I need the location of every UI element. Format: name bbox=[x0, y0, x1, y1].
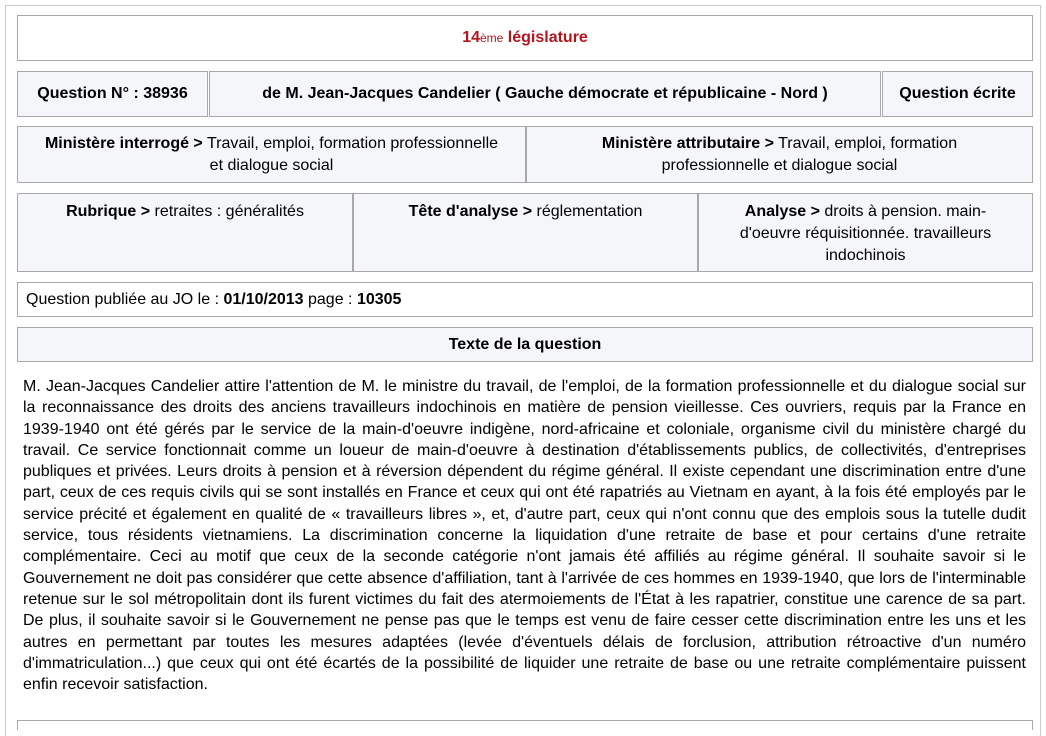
ministere-interroge-cell bbox=[17, 126, 526, 183]
legislature-number: 14 bbox=[462, 29, 480, 46]
tete-analyse-label: Tête d'analyse > bbox=[408, 203, 533, 220]
question-author: de M. Jean-Jacques Candelier ( Gauche démocrate et républicaine - Nord ) bbox=[262, 85, 828, 102]
legislature-header bbox=[17, 15, 1033, 61]
next-section-border bbox=[17, 720, 1033, 730]
publication-date: 01/10/2013 bbox=[223, 291, 304, 308]
ministere-interroge-value: Travail, emploi, formation professionnelle et dialogue social bbox=[206, 135, 499, 174]
analyse-value: droits à pension. main-d'oeuvre réquisitionnée. travailleurs indochinois bbox=[739, 203, 992, 264]
legislature-word: législature bbox=[507, 29, 588, 46]
publication-page-label: page : bbox=[308, 291, 353, 308]
question-number-cell bbox=[17, 71, 208, 117]
question-author-cell bbox=[209, 71, 881, 117]
rubrique-label: Rubrique > bbox=[66, 203, 151, 220]
publication-prefix: Question publiée au JO le : bbox=[26, 291, 220, 308]
publication-cell bbox=[17, 282, 1033, 317]
rubrique-value: retraites : généralités bbox=[154, 203, 304, 220]
question-body-text: M. Jean-Jacques Candelier attire l'attention de M. le ministre du travail, de l'emploi, de la formation professionnelle et du dialogue social sur la reconnaissance des droits des anciens travailleurs indochinois en matière de pension vieillesse. Ces ouvriers, requis par la France en 1939-1940 ont été gérés par le service de la main-d'oeuvre indigène, nord-africaine et coloniale, organisme civil du ministère chargé du travail. Ce service fonctionnait comme un loueur de main-d'oeuvre à destination d'établissements publics, de collectivités, d'entreprises publiques et privées. Leurs droits à pension et à réversion dépendent du régime général. Il existe cependant une discrimination entre d'une part, ceux de ces requis civils qui se sont installés en France et ceux qui ont été rapatriés au Vietnam en ayant, à la fois été employés par le service précité et également en qualité de « travailleurs libres », et, d'autre part, ceux qui n'ont connu que des emplois sous la tutelle dudit service, tous résidents vietnamiens. La discrimination concerne la liquidation d'une retraite de base et pour certains d'une retraite complémentaire. Ceci au motif que ceux de la seconde catégorie n'ont jamais été affiliés au régime général. Il souhaite savoir si le Gouvernement ne doit pas considérer que cette absence d'affiliation, tant à l'arrivée de ces hommes en 1939-1940, que lors de l'interminable retenue sur le sol métropolitain dont ils furent victimes du fait des atermoiements de l'État à les rapatrier, constitue une carence de sa part. De plus, il souhaite savoir si le Gouvernement ne pense pas que le temps est venu de faire cesser cette discrimination entre les uns et les autres en permettant par toutes les mesures adaptées (levée d'éventuels délais de forclusion, attribution rétroactive d'un numéro d'immatriculation...) que ceux qui ont été écartés de la possibilité de liquider une retraite de base ou une retraite complémentaire puissent enfin recevoir satisfaction. bbox=[23, 378, 1026, 694]
tete-analyse-cell bbox=[353, 193, 698, 272]
texte-heading: Texte de la question bbox=[448, 335, 602, 353]
legislature-suffix: ème bbox=[479, 31, 504, 45]
ministere-attributaire-cell bbox=[526, 126, 1033, 183]
analyse-cell bbox=[698, 193, 1033, 272]
analyse-label: Analyse > bbox=[744, 203, 820, 220]
tete-analyse-value: réglementation bbox=[536, 203, 643, 220]
ministere-attributaire-value: Travail, emploi, formation professionnelle et dialogue social bbox=[661, 135, 958, 174]
texte-heading-cell bbox=[17, 327, 1033, 362]
ministere-attributaire-label: Ministère attributaire > bbox=[601, 135, 774, 152]
question-number-label: Question N° : bbox=[37, 85, 139, 102]
question-type: Question écrite bbox=[899, 85, 1016, 102]
question-type-cell bbox=[882, 71, 1033, 117]
publication-page: 10305 bbox=[356, 291, 402, 308]
question-number: 38936 bbox=[143, 85, 188, 102]
rubrique-cell bbox=[17, 193, 353, 272]
ministere-interroge-label: Ministère interrogé > bbox=[44, 135, 203, 152]
